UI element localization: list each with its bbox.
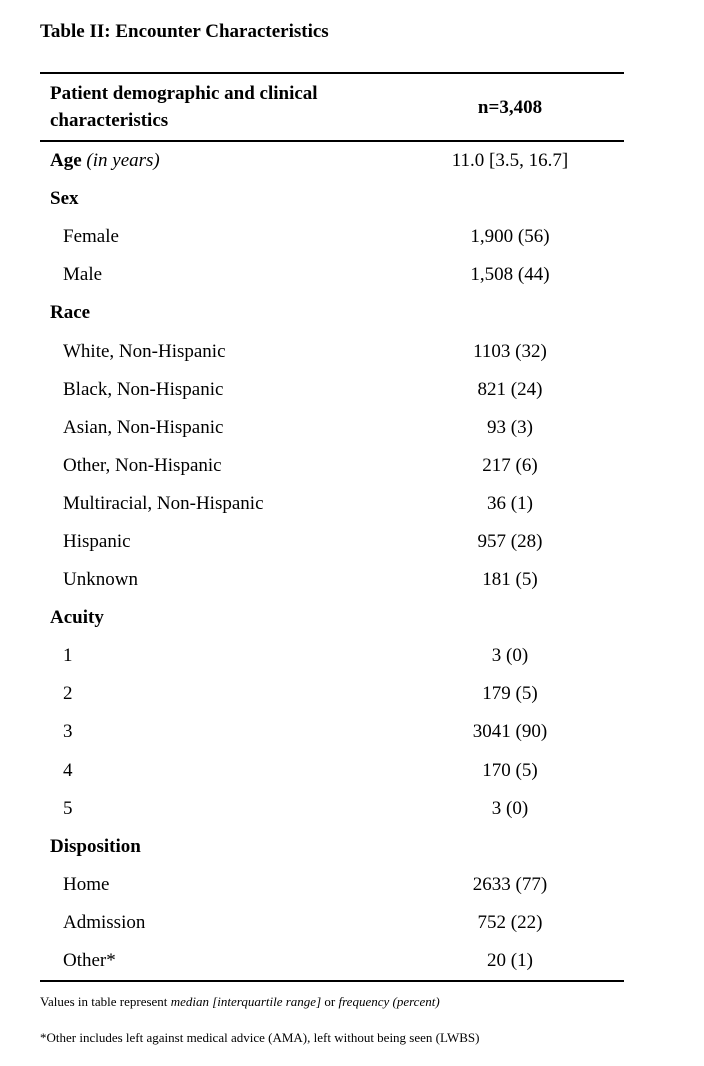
table-row-category <box>40 599 624 637</box>
row-value: 1103 (32) <box>473 340 547 362</box>
row-label: Multiracial, Non-Hispanic <box>63 492 264 514</box>
row-value: 1,508 (44) <box>470 264 550 286</box>
category-label: Acuity <box>50 607 104 629</box>
table-body <box>40 141 624 981</box>
table-row <box>40 713 624 751</box>
row-value: 3041 (90) <box>472 721 548 743</box>
table-row <box>40 752 624 790</box>
row-value: 217 (6) <box>482 454 538 476</box>
category-value-empty <box>396 599 624 637</box>
table-row <box>40 523 624 561</box>
row-label: Asian, Non-Hispanic <box>63 416 224 438</box>
header-value: n=3,408 <box>477 96 543 118</box>
table-row <box>40 942 624 981</box>
category-value-empty <box>396 828 624 866</box>
footnote-values-or: or <box>324 994 336 1009</box>
table-row <box>40 904 624 942</box>
row-label: White, Non-Hispanic <box>63 340 226 362</box>
age-label: Age <box>50 150 82 172</box>
row-label: Black, Non-Hispanic <box>63 378 224 400</box>
row-label: 4 <box>63 759 73 781</box>
age-value: 11.0 [3.5, 16.7] <box>451 150 569 172</box>
row-value: 36 (1) <box>487 492 533 514</box>
row-value: 179 (5) <box>482 683 538 705</box>
row-value: 93 (3) <box>487 416 533 438</box>
table-row <box>40 485 624 523</box>
row-label: 2 <box>63 683 73 705</box>
row-value: 2633 (77) <box>472 873 548 895</box>
table-row <box>40 218 624 256</box>
row-label: Other, Non-Hispanic <box>63 454 222 476</box>
table-row <box>40 256 624 294</box>
table-row <box>40 371 624 409</box>
category-label: Sex <box>50 188 79 210</box>
row-value: 3 (0) <box>491 797 529 819</box>
footnote-values-frequency: frequency (percent) <box>338 994 440 1009</box>
row-value: 1,900 (56) <box>470 226 550 248</box>
table-row <box>40 332 624 370</box>
table-row <box>40 637 624 675</box>
row-label: Other* <box>63 950 116 972</box>
row-value: 170 (5) <box>482 759 538 781</box>
footnote-other: *Other includes left against medical advice (AMA), left without being seen (LWBS) <box>40 1030 480 1045</box>
category-label: Disposition <box>50 835 141 857</box>
row-value: 20 (1) <box>487 950 533 972</box>
table-row-age <box>40 141 624 180</box>
row-label: Admission <box>63 911 146 933</box>
category-value-empty <box>396 180 624 218</box>
footnote-values <box>40 993 440 1011</box>
row-value: 181 (5) <box>482 569 538 591</box>
row-label: Unknown <box>63 569 138 591</box>
row-value: 3 (0) <box>491 645 529 667</box>
table-row-category <box>40 828 624 866</box>
table-title: Table II: Encounter Characteristics <box>40 21 329 42</box>
characteristics-table-container <box>40 72 624 982</box>
category-label: Race <box>50 302 91 324</box>
table-row-category <box>40 294 624 332</box>
header-label: Patient demographic and clinical characteristics <box>50 83 318 131</box>
table-row <box>40 790 624 828</box>
row-label: Hispanic <box>63 530 131 552</box>
footnote-values-prefix: Values in table represent <box>40 994 168 1009</box>
row-label: 3 <box>63 721 73 743</box>
row-value: 821 (24) <box>477 378 543 400</box>
category-value-empty <box>396 294 624 332</box>
table-row <box>40 409 624 447</box>
table-row <box>40 675 624 713</box>
table-row <box>40 561 624 599</box>
age-label-cell <box>40 141 396 180</box>
row-label: Female <box>63 226 119 248</box>
row-label: 1 <box>63 645 73 667</box>
table-header-row <box>40 73 624 141</box>
table-row <box>40 866 624 904</box>
row-value: 957 (28) <box>477 530 543 552</box>
table-row-category <box>40 180 624 218</box>
table-row <box>40 447 624 485</box>
row-value: 752 (22) <box>477 911 543 933</box>
characteristics-table <box>40 72 624 982</box>
row-label: Male <box>63 264 103 286</box>
row-label: 5 <box>63 797 73 819</box>
age-unit: (in years) <box>86 150 160 172</box>
row-label: Home <box>63 873 110 895</box>
footnote-values-median: median [interquartile range] <box>170 994 322 1009</box>
